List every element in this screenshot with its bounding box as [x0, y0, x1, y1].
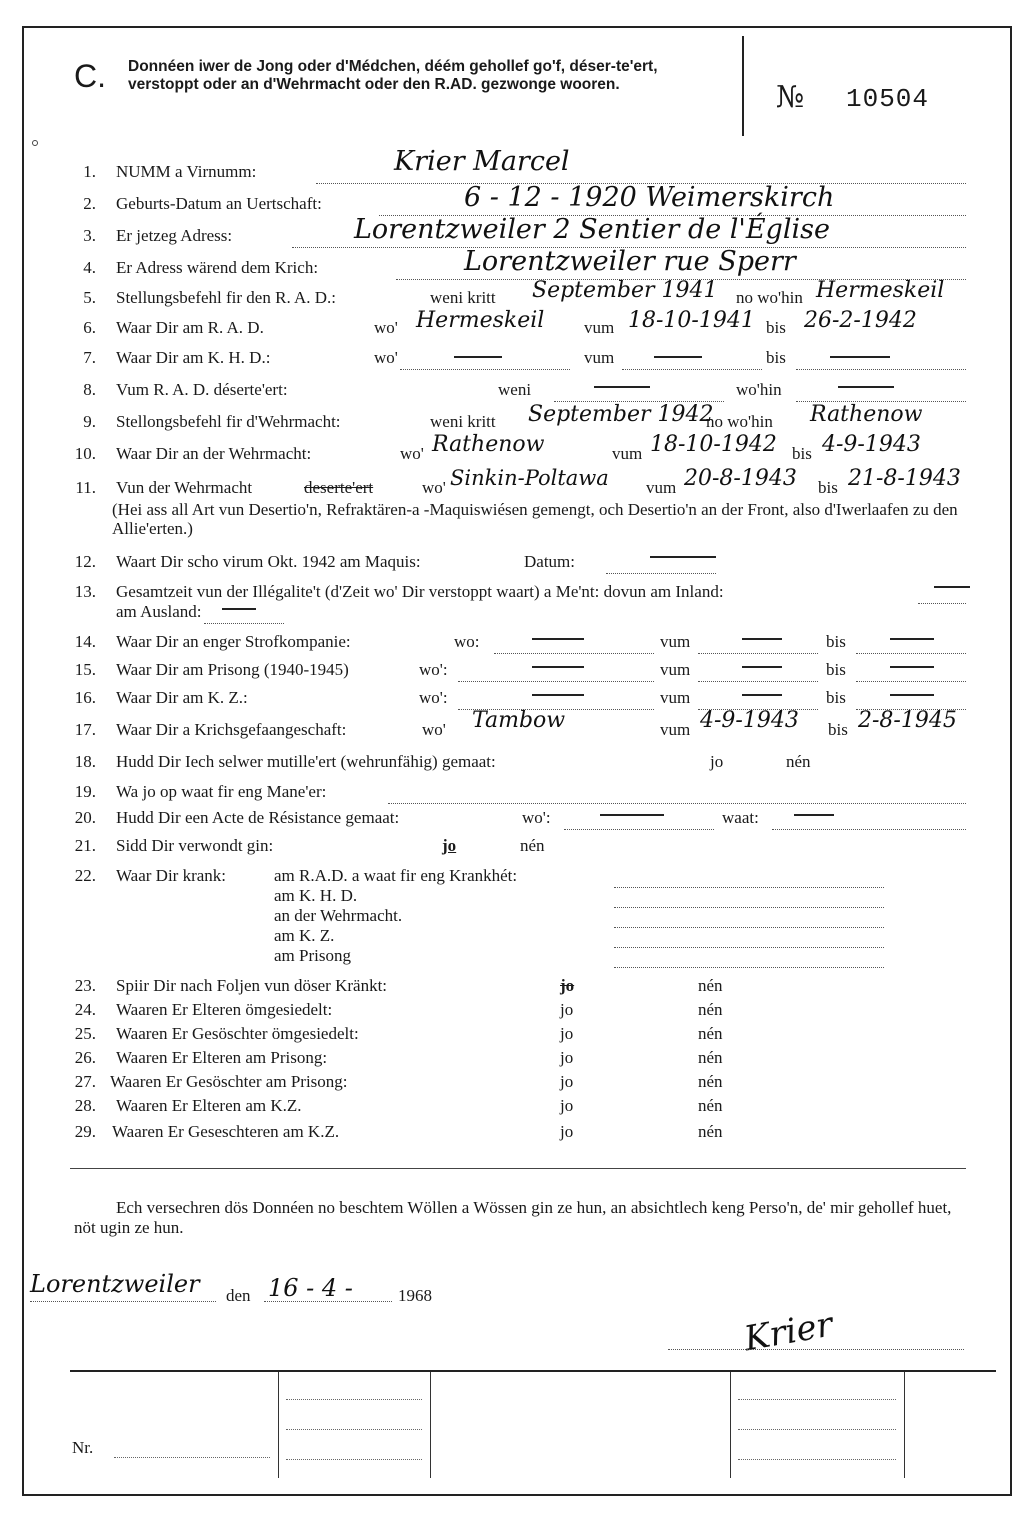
- form-title: Donnéen iwer de Jong oder d'Médchen, déém gehollef go'f, déser-te'ert, verstoppt oder an d'Wehrmacht oder den R.AD. gezwonge wooren.: [128, 58, 658, 93]
- handwritten-birth: 6 - 12 - 1920 Weimerskirch: [464, 182, 835, 213]
- form-page: C. Donnéen iwer de Jong oder d'Médchen, déém gehollef go'f, déser-te'ert, verstoppt oder an d'Wehrmacht oder den R.AD. gezwonge wooren. № 10504 1. NUMM a Virnumm: Krier Marcel 2. Geburts-Datum an Uertschaft: 6 - 12 - 1920 Weimerskirch 3. Er jetzeg Adress: Lorentzweiler 2 Sentier de l'Église 4. Er Adress wärend dem Krich: Lorentzweiler rue Sperr 5. Stellungsbefehl fir den R. A. D.: weni kritt no wo'hin September 1941 Hermeskeil 6. Waar Dir am R. A. D. wo' vum bis Hermeskeil 18-10-1941 26-2-1942 7. Waar Dir am K. H. D.: wo' vum bis 8. Vum R. A. D. déserte'ert: weni wo'hin 9. Stellongsbefehl fir d'Wehrmacht: weni kritt no wo'hin September 1942 Rathenow 10. Waar Dir an der Wehrmacht: wo' vum bis Rathenow 18-10-1942 4-9-1943 11. Vun der Wehrmacht deserte'ert wo' vum bis Sinkin-Poltawa 20-8-1943 21-8-1943 (Hei ass all Art vun Desertio'n, Refraktären-a -Maquiswiésen gemengt, och Desertio'n an der Front, also d'Iwerlaafen zu den Allie'erten.) 12. Waart Dir scho virum Okt. 1942 am Maquis: Datum: 13. Gesamtzeit vun der Illégalite't (d'Zeit wo' Dir verstoppt waart) a Me'nt: dovun am Inland: am Ausland: 14. Waar Dir an enger Strofkompanie: wo: vum bis 15. Waar Dir am Prisong (1940-1945) wo': vum bis 16. Waar Dir am K. Z.: wo': vum bis 17. Waar Dir a Krichsgefaangeschaft: wo' vum bis Tambow 4-9-1943 2-8-1945 18. Hudd Dir Iech selwer mutille'ert (wehrunfähig) gemaat: jo nén 19. Wa jo op waat fir eng Mane'er: 20. Hudd Dir een Acte de Résistance gemaat: wo': waat: 21. Sidd Dir verwondt gin: jo nén 22. Waar Dir krank: am R.A.D. a waat fir eng Krankhét: am K. H. D. an der Wehrmacht. am K. Z. am Prisong 23. Spiir Dir nach Foljen vun döser Kränkt: jo nén 24. Waaren Er Elteren ömgesiedelt: jo nén 25. Waaren Er Gesöschter ömgesiedelt: jo nén 26. Waaren Er Elteren am Prisong: jo nén 27. Waaren Er Gesöschter am Prisong: jo nén 28. Waaren Er Elteren am K.Z. jo nén 29. Waaren Er Geseschteren am K.Z. jo nén Ech versechren dös Donnéen no beschtem Wöllen a Wössen gin ze hun, an absichtlech keng Perso'n, de' mir gehollef huet, nöt ugin ze hun. Lorentzweiler den 16 - 4 - 1968 Krier Nr.: [22, 26, 1012, 1496]
- handwritten-war-address: Lorentzweiler rue Sperr: [464, 246, 796, 277]
- declaration: Ech versechren dös Donnéen no beschtem Wöllen a Wössen gin ze hun, an absichtlech keng Perso'n, de' mir gehollef huet, nöt ugin ze hun.: [74, 1198, 952, 1237]
- handwritten-address: Lorentzweiler 2 Sentier de l'Église: [354, 214, 830, 245]
- handwritten-date: 16 - 4 -: [268, 1274, 353, 1302]
- form-number: 10504: [846, 84, 930, 114]
- number-label: №: [776, 80, 805, 115]
- nr-label: Nr.: [72, 1438, 94, 1457]
- note-desertion: (Hei ass all Art vun Desertio'n, Refraktären-a -Maquiswiésen gemengt, och Desertio'n an der Front, also d'Iwerlaafen zu den Allie'erten.): [112, 500, 958, 538]
- divider: [70, 1168, 966, 1169]
- header-divider: [742, 36, 744, 136]
- footer-table: [70, 1370, 996, 1482]
- signature: Krier: [741, 1304, 836, 1360]
- handwritten-place: Lorentzweiler: [30, 1270, 200, 1298]
- punch-hole: [32, 140, 38, 146]
- handwritten-name: Krier Marcel: [394, 146, 570, 177]
- section-letter: C.: [74, 58, 106, 94]
